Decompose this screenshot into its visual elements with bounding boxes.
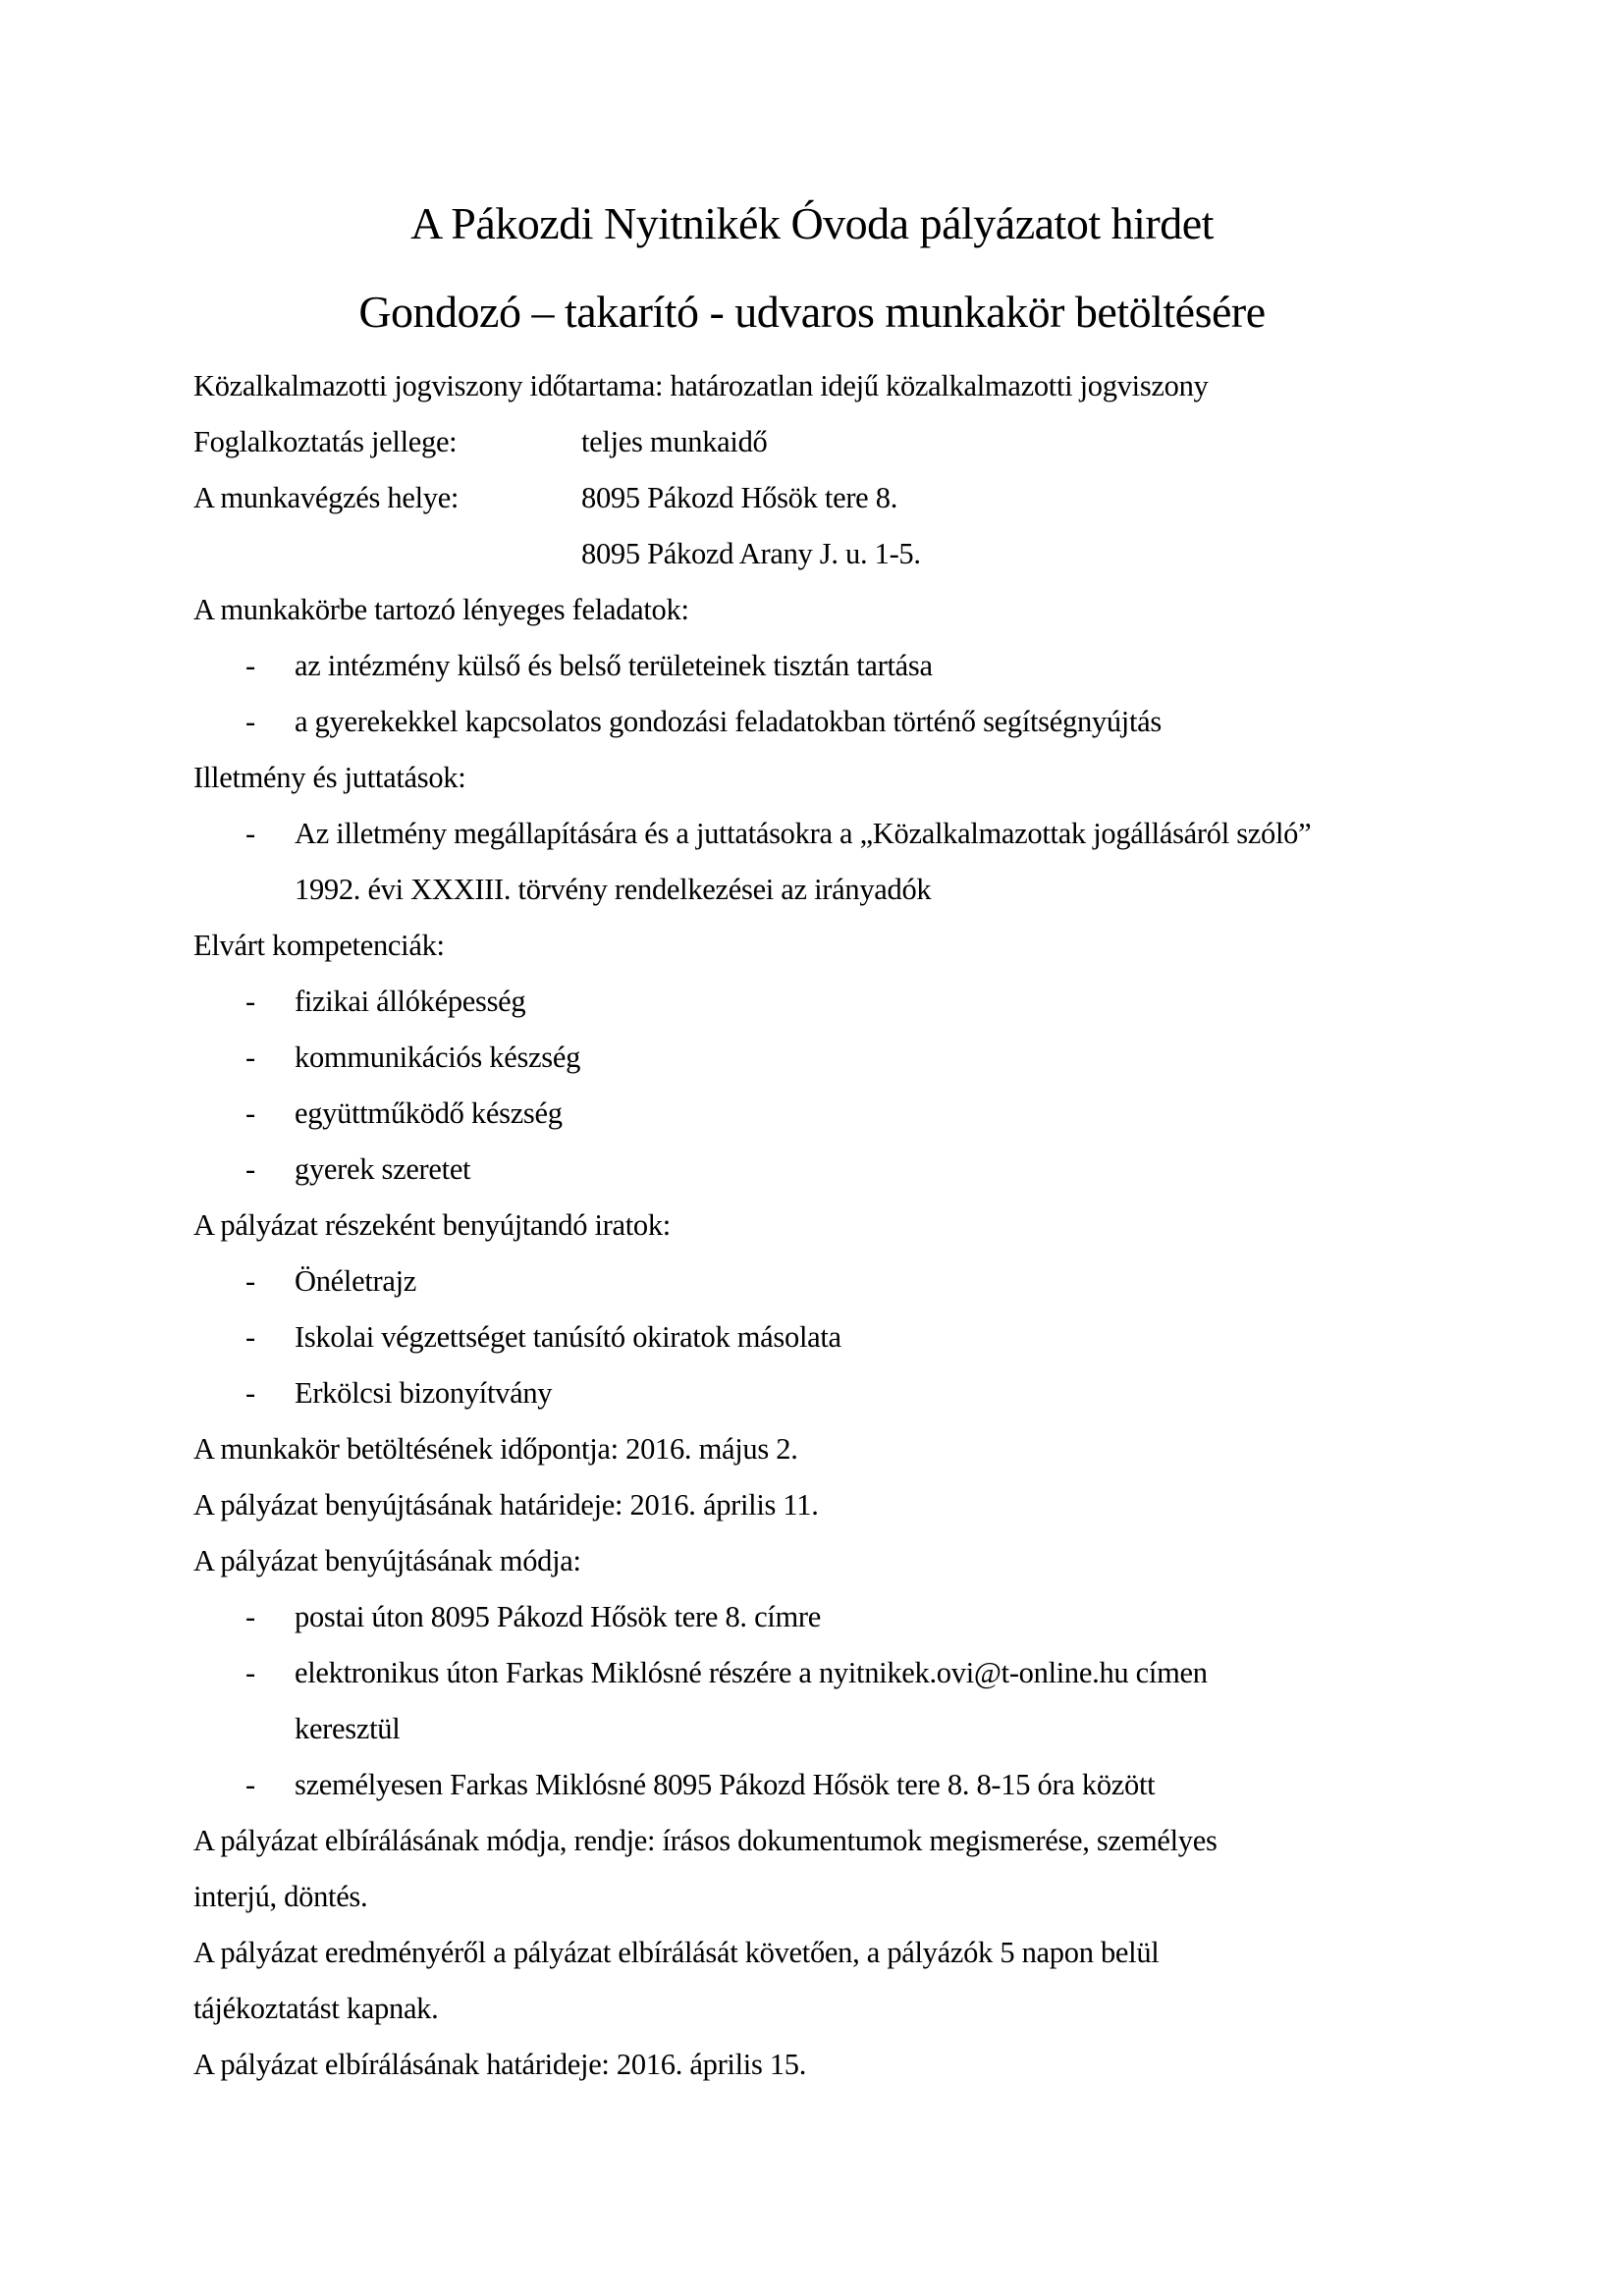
bullet-dash: - [245,649,256,682]
submission-deadline: A pályázat benyújtásának határideje: 2016. április 11. [193,1488,819,1522]
evaluation-method-line-1: A pályázat elbírálásának módja, rendje: írásos dokumentumok megismerése, személyes [193,1824,1218,1857]
tasks-heading: A munkakörbe tartozó lényeges feladatok: [193,593,689,626]
competency-item: gyerek szeretet [295,1152,471,1186]
bullet-dash: - [245,1376,256,1410]
bullet-dash: - [245,1041,256,1074]
competencies-heading: Elvárt kompetenciák: [193,929,445,962]
employment-type-label: Foglalkoztatás jellege: [193,425,458,458]
document-item: Erkölcsi bizonyítvány [295,1376,553,1410]
evaluation-deadline: A pályázat elbírálásának határideje: 2016. április 15. [193,2048,807,2081]
start-date: A munkakör betöltésének időpontja: 2016. május 2. [193,1432,798,1466]
salary-heading: Illetmény és juttatások: [193,761,466,794]
bullet-dash: - [245,1320,256,1354]
salary-item-continuation: 1992. évi XXXIII. törvény rendelkezései az irányadók [295,873,932,906]
result-notice-line-1: A pályázat eredményéről a pályázat elbírálását követően, a pályázók 5 napon belül [193,1936,1160,1969]
bullet-dash: - [245,705,256,738]
document-title: A Pákozdi Nyitnikék Óvoda pályázatot hirdet [410,198,1214,248]
document-item: Iskolai végzettséget tanúsító okiratok másolata [295,1320,841,1354]
task-item: a gyerekekkel kapcsolatos gondozási feladatokban történő segítségnyújtás [295,705,1162,738]
bullet-dash: - [245,817,256,850]
document-subtitle: Gondozó – takarító - udvaros munkakör betöltésére [358,287,1266,337]
workplace-row [193,479,897,516]
bullet-dash: - [245,1096,256,1130]
competency-item: együttműködő készség [295,1096,563,1130]
result-notice-line-2: tájékoztatást kapnak. [193,1992,439,2025]
evaluation-method-line-2: interjú, döntés. [193,1880,368,1913]
bullet-dash: - [245,985,256,1018]
workplace-value-1: 8095 Pákozd Hősök tere 8. [581,481,898,514]
competency-item: kommunikációs készség [295,1041,581,1074]
workplace-value-2: 8095 Pákozd Arany J. u. 1-5. [581,537,921,570]
bullet-dash: - [245,1264,256,1298]
documents-heading: A pályázat részeként benyújtandó iratok: [193,1208,671,1242]
submission-method-heading: A pályázat benyújtásának módja: [193,1544,581,1577]
workplace-label: A munkavégzés helye: [193,481,460,514]
salary-item: Az illetmény megállapítására és a juttatásokra a „Közalkalmazottak jogállásáról szóló” [295,817,1312,850]
employment-type-row [193,423,767,460]
submission-method-item-continuation: keresztül [295,1712,401,1745]
submission-method-item: postai úton 8095 Pákozd Hősök tere 8. címre [295,1600,821,1633]
employment-duration: Közalkalmazotti jogviszony időtartama: határozatlan idejű közalkalmazotti jogviszony [193,369,1209,402]
submission-method-item: elektronikus úton Farkas Miklósné részére a nyitnikek.ovi@t-online.hu címen [295,1656,1208,1689]
bullet-dash: - [245,1656,256,1689]
submission-method-item: személyesen Farkas Miklósné 8095 Pákozd Hősök tere 8. 8-15 óra között [295,1768,1156,1801]
competency-item: fizikai állóképesség [295,985,526,1018]
task-item: az intézmény külső és belső területeinek tisztán tartása [295,649,933,682]
employment-type-value: teljes munkaidő [581,425,768,458]
bullet-dash: - [245,1152,256,1186]
document-item: Önéletrajz [295,1264,417,1298]
bullet-dash: - [245,1600,256,1633]
bullet-dash: - [245,1768,256,1801]
